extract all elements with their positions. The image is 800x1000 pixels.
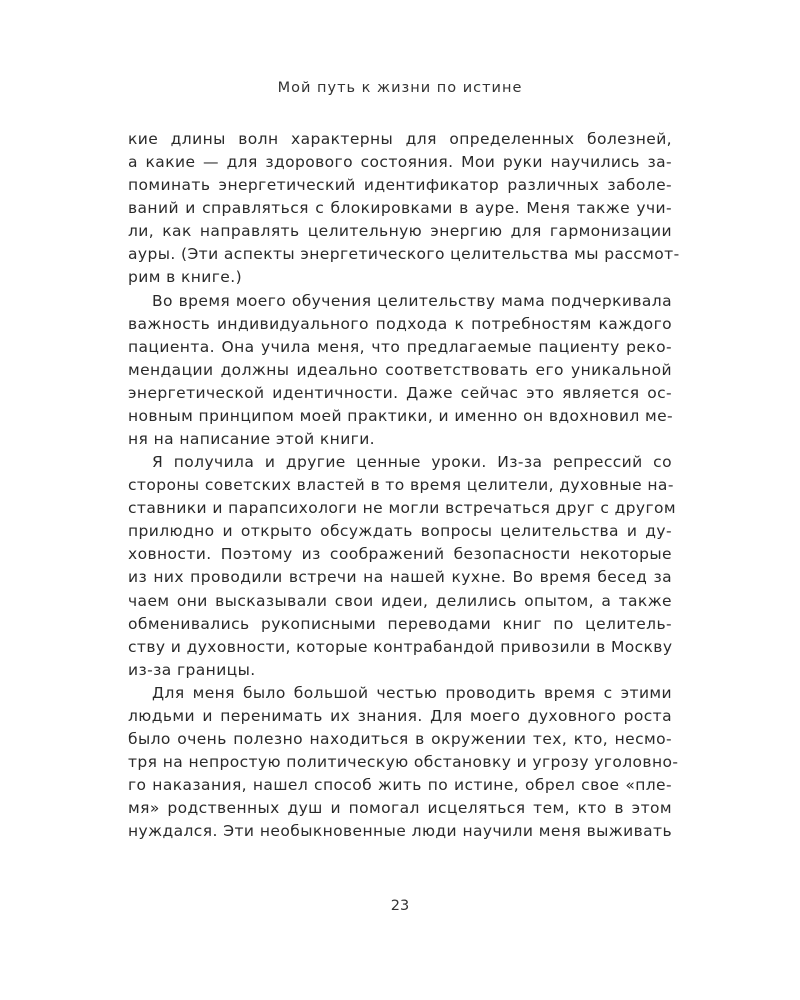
paragraph-first-line: Для меня было большой честью проводить время с этими bbox=[152, 683, 672, 702]
text-line: нуждался. Эти необыкновенные люди научили меня выживать bbox=[128, 822, 672, 841]
text-line: было очень полезно находиться в окружении тех, кто, несмо- bbox=[128, 730, 672, 749]
text-line: энергетической идентичности. Даже сейчас это является ос- bbox=[128, 383, 672, 402]
text-line: ауры. (Эти аспекты энергетического целительства мы рассмот- bbox=[128, 245, 680, 264]
text-line: прилюдно и открыто обсуждать вопросы целительства и ду- bbox=[128, 522, 672, 541]
text-line: из них проводили встречи на нашей кухне. Во время бесед за bbox=[128, 568, 672, 587]
text-line: ли, как направлять целительную энергию для гармонизации bbox=[128, 222, 672, 241]
page-number: 23 bbox=[390, 898, 410, 914]
text-line: пациента. Она учила меня, что предлагаемые пациенту реко- bbox=[128, 337, 672, 356]
text-line: рим в книге.) bbox=[128, 268, 243, 287]
body-text bbox=[128, 128, 680, 843]
text-line: мендации должны идеально соответствовать его уникальной bbox=[128, 360, 672, 379]
text-line: кие длины волн характерны для определенных болезней, bbox=[128, 130, 672, 148]
text-line: ваний и справляться с блокировками в ауре. Меня также учи- bbox=[128, 199, 672, 218]
text-line: го наказания, нашел способ жить по истине, обрел свое «пле- bbox=[128, 776, 672, 795]
text-line: ховности. Поэтому из соображений безопасности некоторые bbox=[128, 545, 672, 564]
text-line: важность индивидуального подхода к потребностям каждого bbox=[128, 314, 672, 333]
text-line: ня на написание этой книги. bbox=[128, 430, 376, 449]
text-line: людьми и перенимать их знания. Для моего духовного роста bbox=[128, 706, 672, 725]
text-line: а какие — для здорового состояния. Мои руки научились за- bbox=[128, 153, 672, 172]
text-line: из-за границы. bbox=[128, 660, 256, 679]
text-line: обменивались рукописными переводами книг по целитель- bbox=[128, 614, 672, 633]
text-line: поминать энергетический идентификатор различных заболе- bbox=[128, 176, 672, 195]
text-line: мя» родственных душ и помогал исцеляться тем, кто в этом bbox=[128, 799, 672, 818]
text-line: ставники и парапсихологи не могли встречаться друг с другом bbox=[128, 499, 677, 518]
text-line: стороны советских властей в то время целители, духовные на- bbox=[128, 476, 674, 495]
text-line: ству и духовности, которые контрабандой привозили в Москву bbox=[128, 637, 673, 656]
running-header: Мой путь к жизни по истине bbox=[277, 80, 523, 96]
paragraph-first-line: Я получила и другие ценные уроки. Из-за репрессий со bbox=[152, 453, 672, 472]
paragraph-first-line: Во время моего обучения целительству мама подчеркивала bbox=[152, 291, 672, 310]
text-line: тря на непростую политическую обстановку и угрозу уголовно- bbox=[128, 753, 679, 772]
text-line: новным принципом моей практики, и именно он вдохновил ме- bbox=[128, 406, 674, 425]
text-line: чаем они высказывали свои идеи, делились опытом, а также bbox=[128, 591, 672, 610]
